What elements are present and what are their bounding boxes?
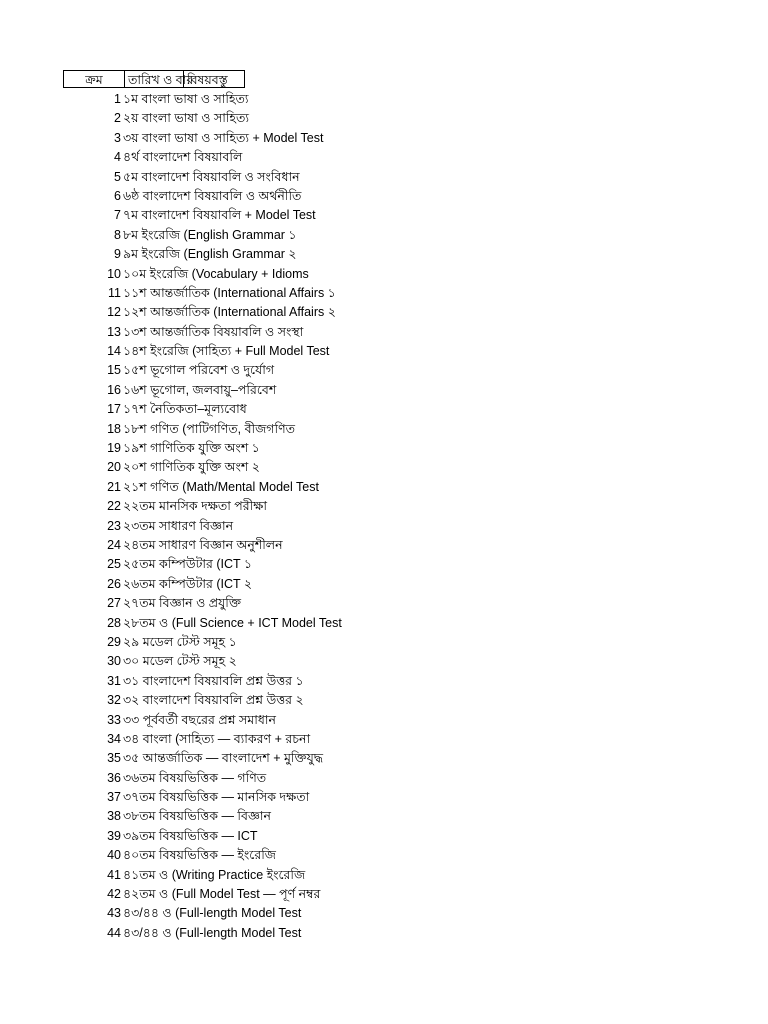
row-number: 14 xyxy=(107,344,121,359)
table-row[interactable] xyxy=(63,187,753,206)
row-topic-text: ১ম বাংলা ভাষা ও সাহিত্য xyxy=(123,92,249,106)
row-topic-text: ৩২ বাংলাদেশ বিষয়াবলি প্রশ্ন উত্তর ২ xyxy=(123,693,304,708)
row-topic-text: ২য় বাংলা ভাষা ও সাহিত্য xyxy=(123,111,249,126)
table-row[interactable] xyxy=(63,866,753,885)
table-row[interactable] xyxy=(63,148,753,167)
row-topic-text: ৭ম বাংলাদেশ বিষয়াবলি + Model Test xyxy=(123,208,316,223)
row-topic-text: ২২তম মানসিক দক্ষতা পরীক্ষা xyxy=(123,499,267,514)
row-number: 19 xyxy=(107,441,121,456)
row-topic-text: ১৯শ গাণিতিক যুক্তি অংশ ১ xyxy=(123,441,260,456)
row-topic-text: ১২শ আন্তর্জাতিক (International Affairs ২ xyxy=(123,305,336,320)
table-row[interactable] xyxy=(63,109,753,128)
header-cell-serial[interactable]: ক্রম xyxy=(63,70,125,88)
table-row[interactable] xyxy=(63,90,753,109)
row-number: 7 xyxy=(114,208,121,223)
row-number: 11 xyxy=(108,285,121,300)
row-number: 9 xyxy=(114,247,121,262)
header-cell-topic[interactable]: বিষয়বস্তু xyxy=(183,70,245,88)
table-row[interactable] xyxy=(63,904,753,923)
table-row[interactable] xyxy=(63,711,753,730)
table-row[interactable] xyxy=(63,652,753,671)
table-row[interactable] xyxy=(63,614,753,633)
table-row[interactable] xyxy=(63,265,753,284)
row-number: 40 xyxy=(107,848,121,863)
row-number: 18 xyxy=(107,421,121,436)
table-row[interactable] xyxy=(63,730,753,749)
table-row[interactable] xyxy=(63,168,753,187)
table-row[interactable] xyxy=(63,807,753,826)
row-number: 32 xyxy=(107,693,121,708)
row-topic-text: ২০শ গাণিতিক যুক্তি অংশ ২ xyxy=(123,460,260,475)
row-topic-text: ৩য় বাংলা ভাষা ও সাহিত্য + Model Test xyxy=(123,130,324,145)
row-number: 33 xyxy=(107,712,121,727)
table-row[interactable] xyxy=(63,788,753,807)
row-number: 27 xyxy=(107,596,121,611)
row-topic-text: ২৮তম ও (Full Science + ICT Model Test xyxy=(123,615,342,630)
row-topic-text: ১০ম ইংরেজি (Vocabulary + Idioms xyxy=(123,266,309,281)
row-topic-text: ৬ষ্ঠ বাংলাদেশ বিষয়াবলি ও অর্থনীতি xyxy=(123,188,302,203)
row-topic-text: ২৩তম সাধারণ বিজ্ঞান xyxy=(123,518,234,533)
table-row[interactable] xyxy=(63,691,753,710)
row-topic-text: ৪৩/৪৪ ও (Full-length Model Test xyxy=(123,906,302,921)
row-number: 13 xyxy=(107,324,121,339)
row-number: 25 xyxy=(107,557,121,572)
table-row[interactable] xyxy=(63,226,753,245)
row-topic-text: ১৬শ ভূগোল, জলবায়ু–পরিবেশ xyxy=(123,382,277,397)
table-row[interactable] xyxy=(63,245,753,264)
row-number: 17 xyxy=(107,402,121,417)
row-number: 29 xyxy=(107,634,121,649)
row-number: 43 xyxy=(107,906,121,921)
row-topic-text: ৩৫ আন্তর্জাতিক — বাংলাদেশ + মুক্তিযুদ্ধ xyxy=(123,751,324,766)
row-number: 34 xyxy=(107,731,121,746)
row-topic-text: ১৭শ নৈতিকতা–মূল্যবোধ xyxy=(123,402,247,417)
table-row[interactable] xyxy=(63,478,753,497)
row-topic-text: ৩৭তম বিষয়ভিত্তিক — মানসিক দক্ষতা xyxy=(123,790,310,805)
row-number: 41 xyxy=(107,867,121,882)
table-row[interactable] xyxy=(63,769,753,788)
table-row[interactable] xyxy=(63,846,753,865)
table-row[interactable] xyxy=(63,458,753,477)
row-number: 30 xyxy=(107,654,121,669)
table-row[interactable] xyxy=(63,439,753,458)
row-topic-text: ২৬তম কম্পিউটার (ICT ২ xyxy=(123,576,253,591)
row-number: 1 xyxy=(114,92,121,106)
table-row[interactable] xyxy=(63,381,753,400)
row-number: 22 xyxy=(107,499,121,514)
row-topic-text: ৫ম বাংলাদেশ বিষয়াবলি ও সংবিধান xyxy=(123,169,300,184)
table-row[interactable] xyxy=(63,342,753,361)
row-number: 5 xyxy=(114,169,121,184)
table-row[interactable] xyxy=(63,420,753,439)
row-number: 38 xyxy=(107,809,121,824)
row-topic-text: ২৫তম কম্পিউটার (ICT ১ xyxy=(123,557,253,572)
row-number: 28 xyxy=(107,615,121,630)
row-topic-text: ১৩শ আন্তর্জাতিক বিষয়াবলি ও সংস্থা xyxy=(123,324,304,339)
row-number: 35 xyxy=(107,751,121,766)
row-topic-text: ১৮শ গণিত (পাটিগণিত, বীজগণিত xyxy=(123,421,296,436)
row-number: 44 xyxy=(107,925,121,940)
row-topic-text: ২৪তম সাধারণ বিজ্ঞান অনুশীলন xyxy=(123,537,283,552)
row-number: 15 xyxy=(107,363,121,378)
table-row[interactable] xyxy=(63,924,753,943)
row-topic-text: ৯ম ইংরেজি (English Grammar ২ xyxy=(123,247,297,262)
row-number: 26 xyxy=(107,576,121,591)
table-row[interactable] xyxy=(63,206,753,225)
row-topic-text: ২৯ মডেল টেস্ট সমূহ ১ xyxy=(123,634,237,649)
row-topic-text: ৪১তম ও (Writing Practice ইংরেজি xyxy=(123,867,306,882)
row-topic-text: ৩৪ বাংলা (সাহিত্য — ব্যাকরণ + রচনা xyxy=(123,731,311,746)
row-number: 21 xyxy=(107,479,121,494)
row-number: 3 xyxy=(114,130,121,145)
table-row[interactable] xyxy=(63,361,753,380)
row-number: 4 xyxy=(114,150,121,165)
table-row[interactable] xyxy=(63,672,753,691)
table-row[interactable] xyxy=(63,284,753,303)
row-topic-text: ২১শ গণিত (Math/Mental Model Test xyxy=(123,479,319,494)
row-number: 2 xyxy=(114,111,121,126)
row-topic-text: ৩৯তম বিষয়ভিত্তিক — ICT xyxy=(123,828,258,843)
table-row[interactable] xyxy=(63,594,753,613)
row-number: 10 xyxy=(107,266,121,281)
row-topic-text: ২৭তম বিজ্ঞান ও প্রযুক্তি xyxy=(123,596,242,611)
row-number: 23 xyxy=(107,518,121,533)
table-row[interactable] xyxy=(63,749,753,768)
row-topic-text: ৪২তম ও (Full Model Test — পূর্ণ নম্বর xyxy=(123,887,321,902)
table-row[interactable] xyxy=(63,633,753,652)
table-row[interactable] xyxy=(63,517,753,536)
row-number: 6 xyxy=(114,188,121,203)
row-topic-text: ৪০তম বিষয়ভিত্তিক — ইংরেজি xyxy=(123,848,276,863)
table-row[interactable] xyxy=(63,575,753,594)
row-topic-text: ৩৮তম বিষয়ভিত্তিক — বিজ্ঞান xyxy=(123,809,272,824)
row-number: 12 xyxy=(107,305,121,320)
row-number: 24 xyxy=(107,537,121,552)
row-topic-text: ৩০ মডেল টেস্ট সমূহ ২ xyxy=(123,654,237,669)
row-number: 36 xyxy=(107,770,121,785)
row-number: 16 xyxy=(107,382,121,397)
table-row[interactable] xyxy=(63,497,753,516)
table-row[interactable] xyxy=(63,323,753,342)
table-row[interactable] xyxy=(63,555,753,574)
row-number: 20 xyxy=(107,460,121,475)
row-topic-text: ৪৩/৪৪ ও (Full-length Model Test xyxy=(123,925,302,940)
row-number: 8 xyxy=(114,227,121,242)
row-number: 31 xyxy=(107,673,121,688)
row-number: 42 xyxy=(107,887,121,902)
row-number: 39 xyxy=(107,828,121,843)
table-row[interactable] xyxy=(63,536,753,555)
schedule-list xyxy=(63,90,753,943)
table-row[interactable] xyxy=(63,303,753,322)
row-topic-text: ৩১ বাংলাদেশ বিষয়াবলি প্রশ্ন উত্তর ১ xyxy=(123,673,304,688)
row-topic-text: ১১শ আন্তর্জাতিক (International Affairs ১ xyxy=(123,285,336,300)
table-row[interactable] xyxy=(63,885,753,904)
table-row[interactable] xyxy=(63,129,753,148)
row-topic-text: ১৪শ ইংরেজি (সাহিত্য + Full Model Test xyxy=(123,344,330,359)
row-topic-text: ৪র্থ বাংলাদেশ বিষয়াবলি xyxy=(123,150,243,165)
row-topic-text: ৩৬তম বিষয়ভিত্তিক — গণিত xyxy=(123,770,267,785)
row-topic-text: ৩৩ পূর্ববর্তী বছরের প্রশ্ন সমাধান xyxy=(123,712,276,727)
row-topic-text: ৮ম ইংরেজি (English Grammar ১ xyxy=(123,227,297,242)
row-number: 37 xyxy=(107,790,121,805)
table-header-row xyxy=(63,70,245,89)
header-cell-date[interactable]: তারিখ ও বার xyxy=(124,70,184,88)
table-row[interactable] xyxy=(63,400,753,419)
table-row[interactable] xyxy=(63,827,753,846)
row-topic-text: ১৫শ ভূগোল পরিবেশ ও দুর্যোগ xyxy=(123,363,275,378)
